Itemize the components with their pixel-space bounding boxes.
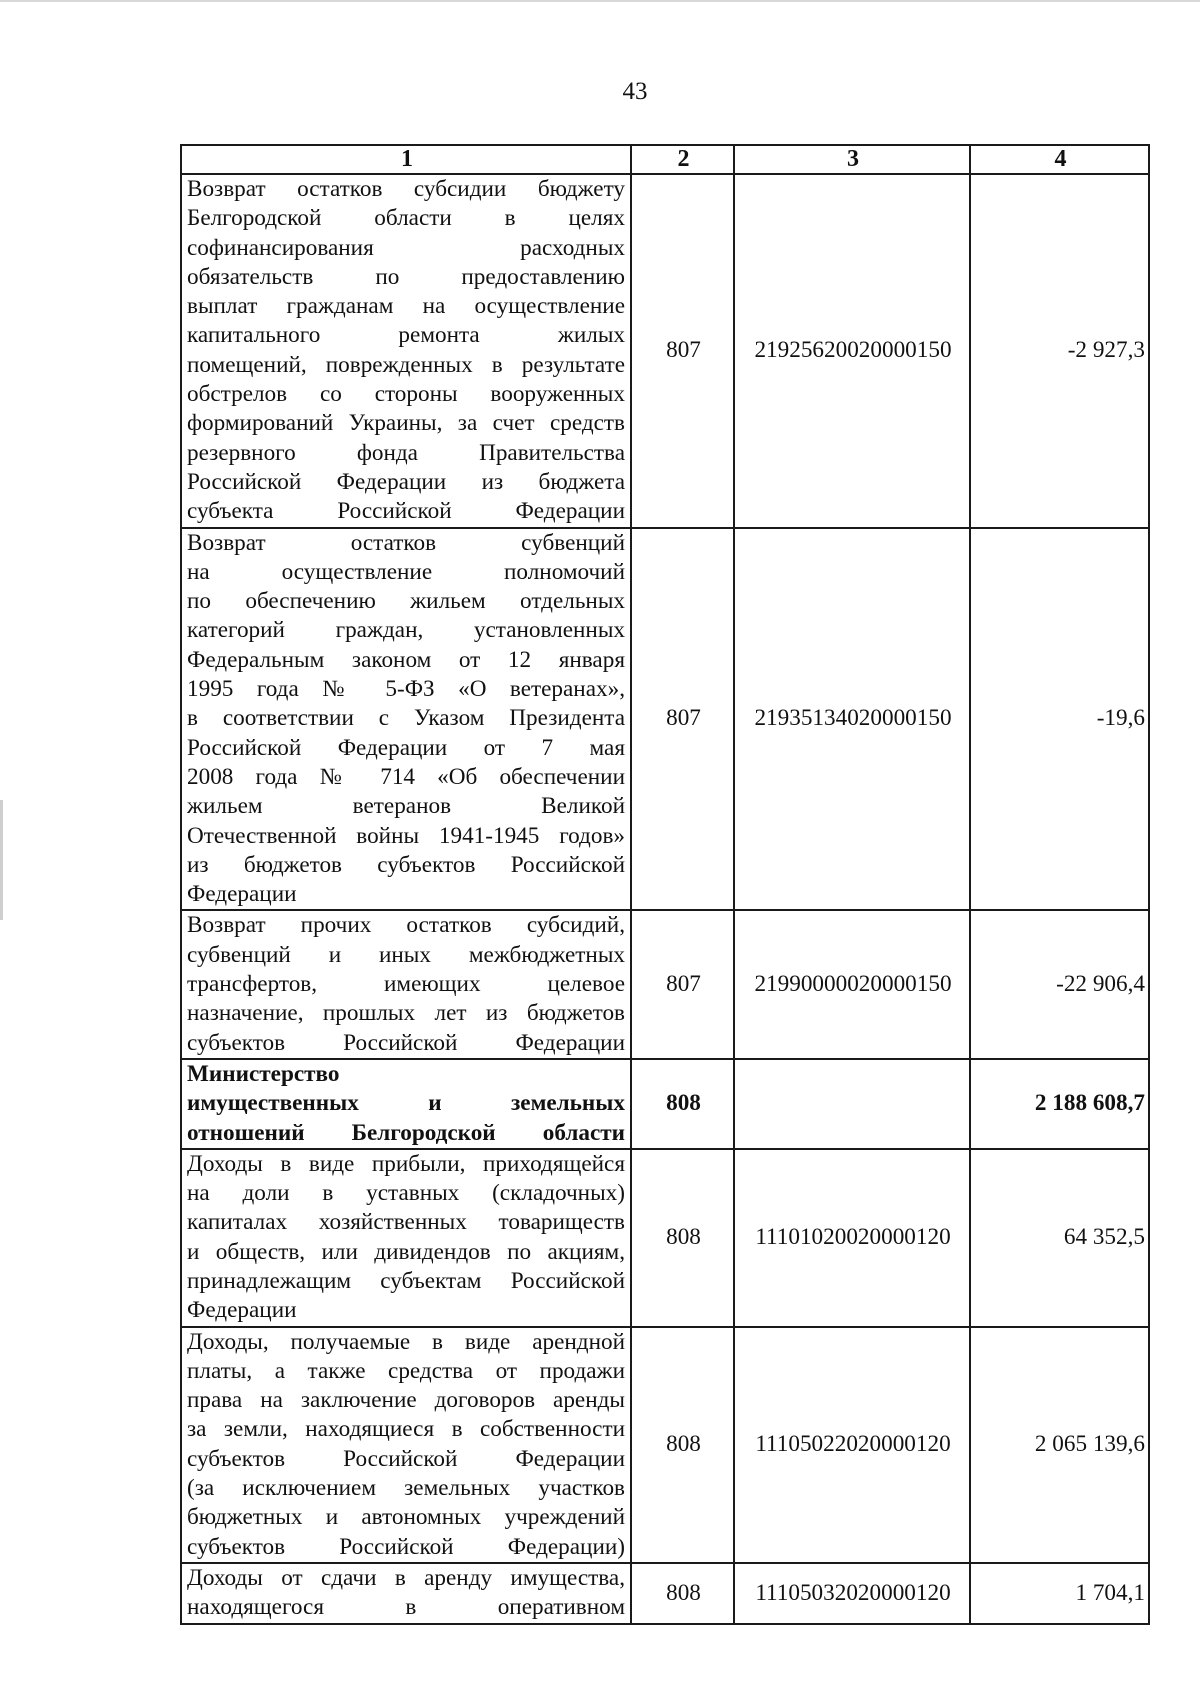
table-header-row — [181, 145, 1149, 174]
description-line: субвенций и иных межбюджетных — [187, 941, 625, 968]
table-row — [181, 174, 1149, 528]
description-line: Возврат остатков субсидии бюджету — [187, 176, 625, 202]
table-row — [181, 1059, 1149, 1149]
description-line: помещений, поврежденных в результате — [187, 351, 625, 378]
description-line: права на заключение договоров аренды — [187, 1387, 625, 1414]
row-description — [181, 1059, 631, 1149]
description-line: обязательств по предоставлению — [187, 263, 625, 290]
description-line: Белгородской области в целях — [187, 205, 625, 232]
description-line: из бюджетов субъектов Российской — [187, 851, 625, 878]
row-amount: -22 906,4 — [970, 910, 1149, 1058]
description-line: за земли, находящиеся в собственности — [187, 1416, 625, 1443]
table-row — [181, 1149, 1149, 1327]
row-amount: -19,6 — [970, 528, 1149, 911]
row-admin-code: 807 — [631, 910, 734, 1058]
row-budget-classification-code — [734, 1059, 970, 1149]
description-line: выплат гражданам на осуществление — [187, 293, 625, 320]
description-line: 2008 года № 714 «Об обеспечении — [187, 763, 625, 790]
description-line: субъектов Российской Федерации — [187, 1029, 625, 1056]
description-line: и обществ, или дивидендов по акциям, — [187, 1238, 625, 1265]
row-admin-code: 807 — [631, 174, 734, 528]
description-line: жильем ветеранов Великой — [187, 793, 625, 820]
description-line: софинансирования расходных — [187, 234, 625, 261]
row-budget-classification-code: 21935134020000150 — [734, 528, 970, 911]
scan-edge-top — [0, 0, 1200, 2]
row-amount: -2 927,3 — [970, 174, 1149, 528]
description-line: Возврат остатков субвенций — [187, 529, 625, 556]
row-budget-classification-code: 11105022020000120 — [734, 1327, 970, 1563]
row-budget-classification-code: 21990000020000150 — [734, 910, 970, 1058]
description-line: назначение, прошлых лет из бюджетов — [187, 1000, 625, 1027]
description-line: Федерации — [187, 881, 297, 908]
description-line: Российской Федерации от 7 мая — [187, 734, 625, 761]
row-description — [181, 910, 631, 1058]
table-row — [181, 528, 1149, 911]
budget-revenue-table — [180, 144, 1150, 1625]
row-admin-code: 808 — [631, 1563, 734, 1624]
row-amount: 64 352,5 — [970, 1149, 1149, 1327]
scan-edge-left — [0, 800, 3, 920]
description-line: трансфертов, имеющих целевое — [187, 971, 625, 998]
row-amount: 1 704,1 — [970, 1563, 1149, 1624]
description-line: (за исключением земельных участков — [187, 1475, 625, 1502]
description-line: резервного фонда Правительства — [187, 439, 625, 466]
description-line: на осуществление полномочий — [187, 558, 625, 585]
description-line: в соответствии с Указом Президента — [187, 705, 625, 732]
description-line: субъектов Российской Федерации — [187, 1445, 625, 1472]
row-admin-code: 808 — [631, 1327, 734, 1563]
description-line: отношений Белгородской области — [187, 1119, 625, 1146]
description-line: платы, а также средства от продажи — [187, 1357, 625, 1384]
description-line: имущественных и земельных — [187, 1090, 625, 1117]
row-budget-classification-code: 21925620020000150 — [734, 174, 970, 528]
row-description — [181, 528, 631, 911]
row-admin-code: 808 — [631, 1059, 734, 1149]
table-body — [181, 174, 1149, 1624]
description-line: Федерации — [187, 1297, 297, 1324]
description-line: по обеспечению жильем отдельных — [187, 588, 625, 615]
description-line: Доходы от сдачи в аренду имущества, — [187, 1564, 625, 1591]
description-line: Российской Федерации из бюджета — [187, 468, 625, 495]
description-line: капиталах хозяйственных товариществ — [187, 1209, 625, 1236]
description-line: формирований Украины, за счет средств — [187, 410, 625, 437]
description-line: бюджетных и автономных учреждений — [187, 1504, 625, 1531]
description-line: Доходы, получаемые в виде арендной — [187, 1328, 625, 1355]
table-row — [181, 1327, 1149, 1563]
row-admin-code: 807 — [631, 528, 734, 911]
description-line: Отечественной войны 1941-1945 годов» — [187, 822, 625, 849]
description-line: категорий граждан, установленных — [187, 617, 625, 644]
description-line: субъекта Российской Федерации — [187, 498, 625, 525]
description-line: принадлежащим субъектам Российской — [187, 1267, 625, 1294]
row-amount: 2 065 139,6 — [970, 1327, 1149, 1563]
column-header-4: 4 — [970, 145, 1149, 174]
description-line: находящегося в оперативном — [187, 1594, 625, 1621]
description-line: Доходы в виде прибыли, приходящейся — [187, 1150, 625, 1177]
row-description — [181, 1563, 631, 1624]
column-header-2: 2 — [631, 145, 734, 174]
row-amount: 2 188 608,7 — [970, 1059, 1149, 1149]
row-admin-code: 808 — [631, 1149, 734, 1327]
row-budget-classification-code: 11101020020000120 — [734, 1149, 970, 1327]
description-line: капитального ремонта жилых — [187, 322, 625, 349]
description-line: Министерство — [187, 1060, 340, 1087]
description-line: Федеральным законом от 12 января — [187, 646, 625, 673]
description-line: 1995 года № 5-ФЗ «О ветеранах», — [187, 676, 625, 703]
page-number: 43 — [622, 78, 648, 105]
description-line: субъектов Российской Федерации) — [187, 1533, 625, 1560]
table-row — [181, 1563, 1149, 1624]
row-description — [181, 1149, 631, 1327]
column-header-3: 3 — [734, 145, 970, 174]
row-description — [181, 174, 631, 528]
description-line: на доли в уставных (складочных) — [187, 1180, 625, 1207]
row-budget-classification-code: 11105032020000120 — [734, 1563, 970, 1624]
description-line: обстрелов со стороны вооруженных — [187, 381, 625, 408]
column-header-1: 1 — [181, 145, 631, 174]
row-description — [181, 1327, 631, 1563]
table-row — [181, 910, 1149, 1058]
description-line: Возврат прочих остатков субсидий, — [187, 912, 625, 939]
